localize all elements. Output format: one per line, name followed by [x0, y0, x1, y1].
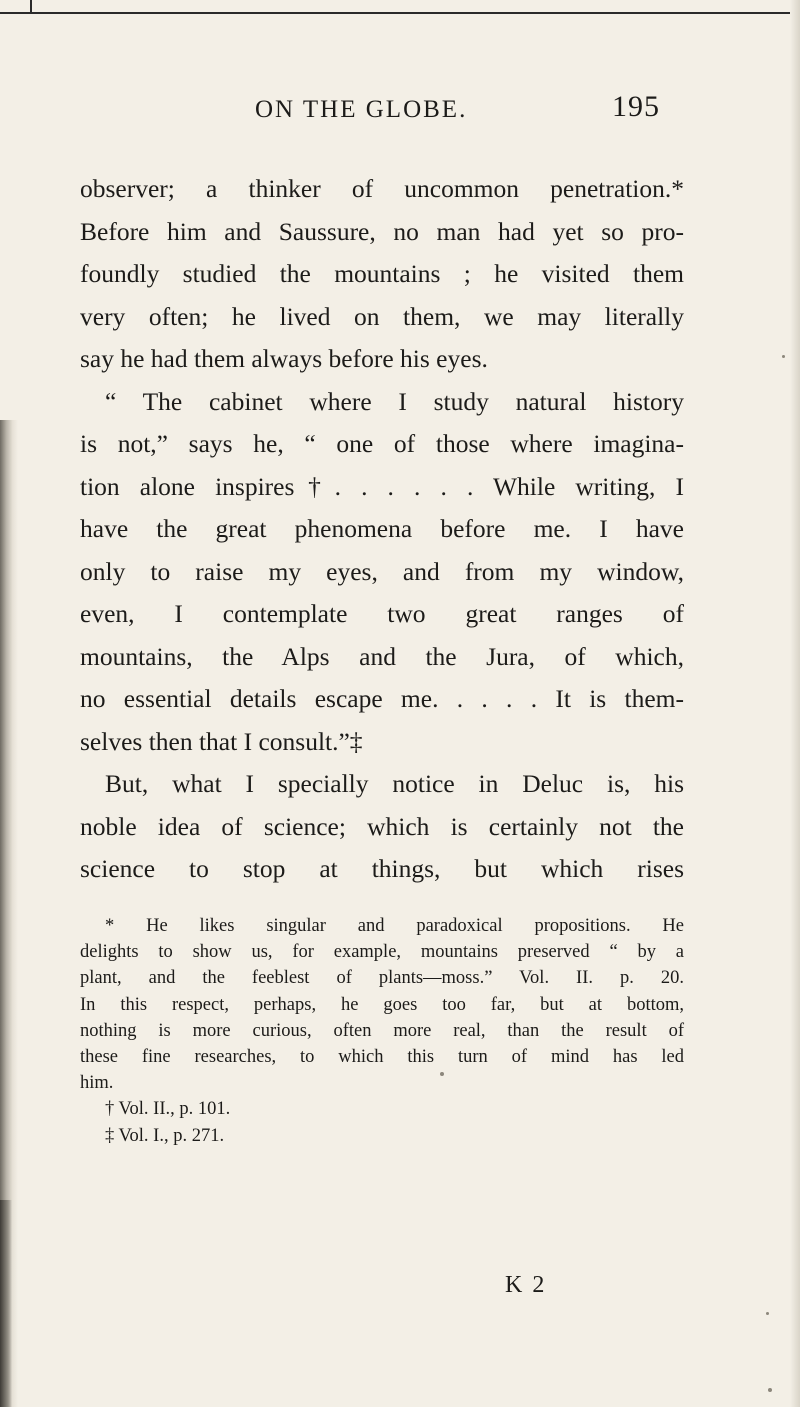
footnote-line: nothing is more curious, often more real, than the result of	[80, 1020, 684, 1041]
text-line: “ The cabinet where I study natural history	[105, 386, 684, 416]
paper-speck	[766, 1312, 769, 1315]
footnotes	[80, 913, 684, 1149]
footnote-double-dagger: ‡ Vol. I., p. 271.	[105, 1125, 225, 1146]
footnote-line: delights to show us, for example, mountains preserved “ by a	[80, 942, 684, 963]
text-line: even, I contemplate two great ranges of	[80, 599, 684, 628]
paper-speck	[440, 1072, 444, 1076]
text-line: very often; he lived on them, we may literally	[80, 301, 684, 331]
page-edge	[790, 0, 800, 1407]
text-line: But, what I specially notice in Deluc is, his	[105, 769, 684, 798]
text-line: only to raise my eyes, and from my window,	[80, 556, 684, 586]
top-rule	[0, 12, 790, 14]
page-gutter-shadow-dark	[0, 1200, 12, 1407]
page-number: 195	[612, 90, 660, 123]
footnote-line: plant, and the feeblest of plants—moss.” Vol. II. p. 20.	[80, 968, 684, 989]
body-text	[80, 168, 684, 891]
text-line: mountains, the Alps and the Jura, of which,	[80, 641, 684, 671]
signature-mark: K 2	[505, 1272, 547, 1298]
text-line: Before him and Saussure, no man had yet so pro-	[80, 216, 684, 246]
footnote-line: In this respect, perhaps, he goes too far, but at bottom,	[80, 994, 684, 1015]
text-line: tion alone inspires†. . . . . . While writing, I	[80, 471, 684, 501]
text-line: noble idea of science; which is certainly not the	[80, 811, 684, 841]
paper-speck	[768, 1388, 772, 1392]
paper-speck	[782, 355, 785, 358]
text-line: is not,” says he, “ one of those where imagina-	[80, 429, 684, 458]
text-line: observer; a thinker of uncommon penetration.*	[80, 174, 684, 203]
text-line: have the great phenomena before me. I have	[80, 514, 684, 543]
text-line: selves then that I consult.”‡	[80, 726, 363, 756]
top-tick	[30, 0, 32, 14]
footnote-line: him.	[80, 1073, 114, 1094]
text-line: say he had them always before his eyes.	[80, 344, 488, 373]
footnote-line: * He likes singular and paradoxical propositions. He	[105, 916, 684, 936]
text-line: science to stop at things, but which rises	[80, 854, 684, 883]
text-line: no essential details escape me. . . . . It is them-	[80, 684, 684, 713]
footnote-dagger: † Vol. II., p. 101.	[105, 1099, 231, 1120]
running-head: ON THE GLOBE.	[255, 96, 468, 123]
footnote-line: these fine researches, to which this turn of mind has led	[80, 1047, 684, 1068]
text-line: foundly studied the mountains ; he visited them	[80, 259, 684, 288]
